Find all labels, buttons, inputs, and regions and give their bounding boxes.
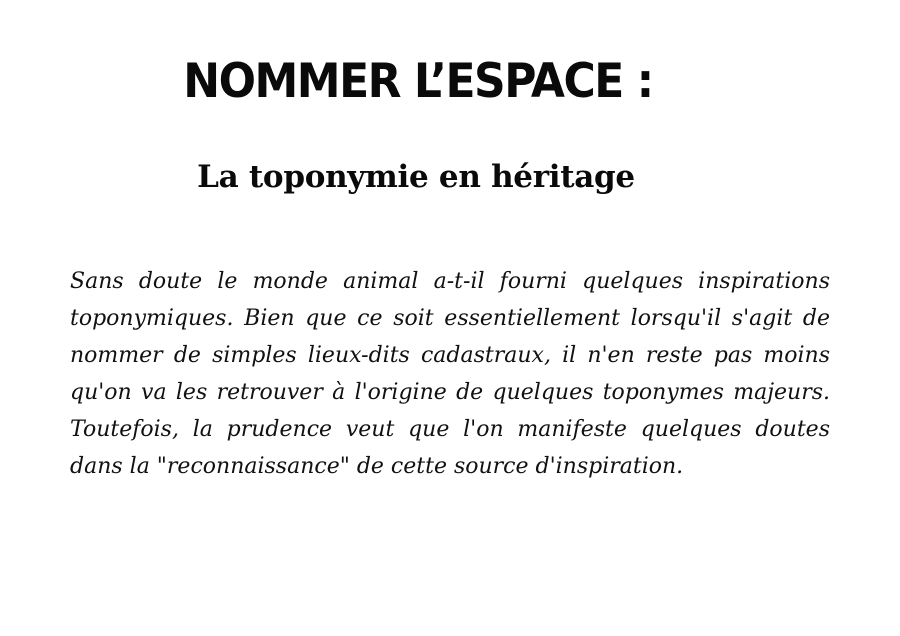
document-subtitle: La toponymie en héritage — [197, 159, 635, 195]
document-title: NOMMER L’ESPACE : — [183, 53, 653, 109]
body-paragraph: Sans doute le monde animal a-t-il fourni quelques inspirations toponymiques. Bien que ce soit essentiellement lorsqu'il s'agit de nommer de simples lieux-dits cadastraux, il n'en reste pas moins qu'on va les retrouver à l'origine de quelques toponymes majeurs. Toutefois, la prudence veut que l'on manifeste quelques doutes dans la "reconnaissance" de cette source d'inspiration. — [70, 269, 830, 479]
